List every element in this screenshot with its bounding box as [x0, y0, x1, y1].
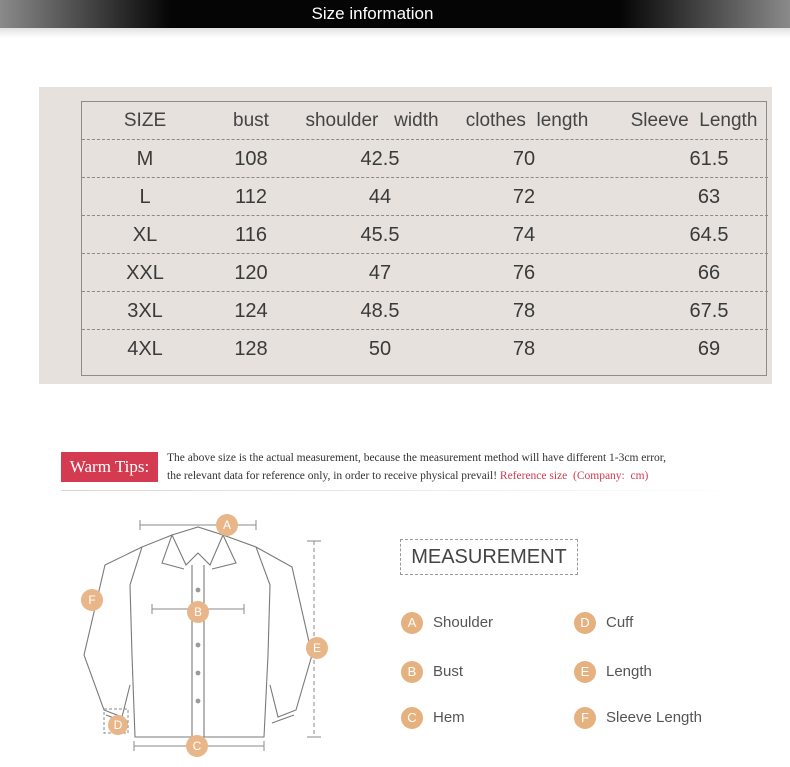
- cell-sleeve-length: 61.5: [689, 148, 729, 170]
- legend-badge-e: E: [574, 661, 596, 683]
- cell-clothes-length: 70: [512, 148, 536, 170]
- cell-shoulder-width: 50: [368, 338, 392, 360]
- cell-bust: 128: [234, 338, 268, 360]
- warm-tips-badge: Warm Tips:: [61, 452, 158, 482]
- svg-text:C: C: [192, 739, 202, 753]
- svg-text:D: D: [113, 718, 123, 732]
- cell-shoulder-width: 44: [368, 186, 392, 208]
- cell-bust: 124: [234, 300, 268, 322]
- cell-size: XXL: [126, 262, 164, 284]
- cell-bust: 108: [234, 148, 268, 170]
- reference-size-note: Reference size (Company: cm): [499, 470, 649, 482]
- cell-sleeve-length: 69: [697, 338, 721, 360]
- cell-size: XL: [132, 224, 158, 246]
- column-header-clothes-length: clothes length: [465, 110, 589, 131]
- page-title: Size information: [311, 4, 434, 23]
- cell-bust: 116: [235, 224, 267, 246]
- marker-e: [306, 637, 328, 659]
- svg-text:B: B: [193, 605, 203, 619]
- legend-label: Cuff: [606, 614, 634, 632]
- cell-shoulder-width: 48.5: [360, 300, 400, 322]
- column-header-size: SIZE: [123, 110, 167, 131]
- cell-shoulder-width: 42.5: [360, 148, 400, 170]
- cell-shoulder-width: 45.5: [360, 224, 400, 246]
- table-row: [82, 140, 768, 178]
- marker-c: [186, 735, 208, 757]
- marker-b: [187, 601, 209, 623]
- cell-shoulder-width: 47: [368, 262, 392, 284]
- legend-item-sleeve-length: [574, 705, 702, 731]
- cell-size: 4XL: [127, 338, 163, 360]
- cell-clothes-length: 78: [512, 338, 536, 360]
- table-header-row: [82, 102, 768, 140]
- marker-a: [216, 514, 238, 536]
- cell-bust: 120: [234, 262, 268, 284]
- table-row: [82, 178, 768, 216]
- legend-label: Shoulder: [433, 614, 494, 632]
- cell-clothes-length: 76: [512, 262, 536, 284]
- legend-item-cuff: [574, 610, 633, 636]
- shirt-measurement-diagram: [60, 505, 360, 762]
- legend-item-length: [574, 659, 652, 685]
- cell-clothes-length: 72: [512, 186, 536, 208]
- header-bar: [0, 0, 790, 28]
- cell-sleeve-length: 63: [697, 186, 721, 208]
- table-row: [82, 292, 768, 330]
- warm-tips-line-2: [167, 470, 648, 482]
- legend-badge-a: A: [401, 612, 423, 634]
- marker-d: [108, 715, 128, 735]
- legend-label: Hem: [433, 709, 465, 727]
- legend-item-shoulder: [401, 610, 493, 636]
- legend-badge-c: C: [401, 707, 423, 729]
- measurement-title: MEASUREMENT: [400, 539, 578, 575]
- cell-sleeve-length: 64.5: [689, 224, 729, 246]
- warm-tips-line-2-text: the relevant data for reference only, in order to receive physical prevail!: [167, 470, 498, 482]
- svg-text:F: F: [88, 593, 96, 607]
- table-row: [82, 216, 768, 254]
- legend-item-bust: [401, 659, 463, 685]
- legend-badge-d: D: [574, 612, 596, 634]
- legend-item-hem: [401, 705, 465, 731]
- legend-label: Bust: [433, 663, 464, 681]
- column-header-shoulder-width: shoulder width: [305, 110, 439, 131]
- cell-sleeve-length: 67.5: [689, 300, 729, 322]
- table-row: [82, 330, 768, 368]
- warm-tips-divider: [61, 490, 751, 491]
- column-header-sleeve-length: Sleeve Length: [630, 110, 758, 131]
- svg-text:A: A: [222, 518, 232, 532]
- column-header-bust: bust: [233, 110, 269, 131]
- cell-clothes-length: 78: [512, 300, 536, 322]
- size-table: [81, 101, 767, 376]
- cell-size: L: [139, 186, 151, 208]
- legend-label: Sleeve Length: [606, 709, 702, 727]
- table-row: [82, 254, 768, 292]
- cell-size: M: [136, 148, 154, 170]
- cell-bust: 112: [235, 186, 267, 208]
- legend-badge-b: B: [401, 661, 423, 683]
- header-shadow: [0, 28, 790, 38]
- shirt-icon: [60, 505, 360, 762]
- marker-f: [81, 589, 103, 611]
- legend-label: Length: [606, 663, 652, 681]
- warm-tips-line-1: The above size is the actual measurement, because the measurement method will have different 1-3cm error,: [167, 452, 667, 464]
- cell-sleeve-length: 66: [697, 262, 721, 284]
- size-table-panel: [39, 87, 772, 384]
- svg-text:E: E: [312, 641, 322, 655]
- cell-size: 3XL: [127, 300, 163, 322]
- cell-clothes-length: 74: [512, 224, 536, 246]
- legend-badge-f: F: [574, 707, 596, 729]
